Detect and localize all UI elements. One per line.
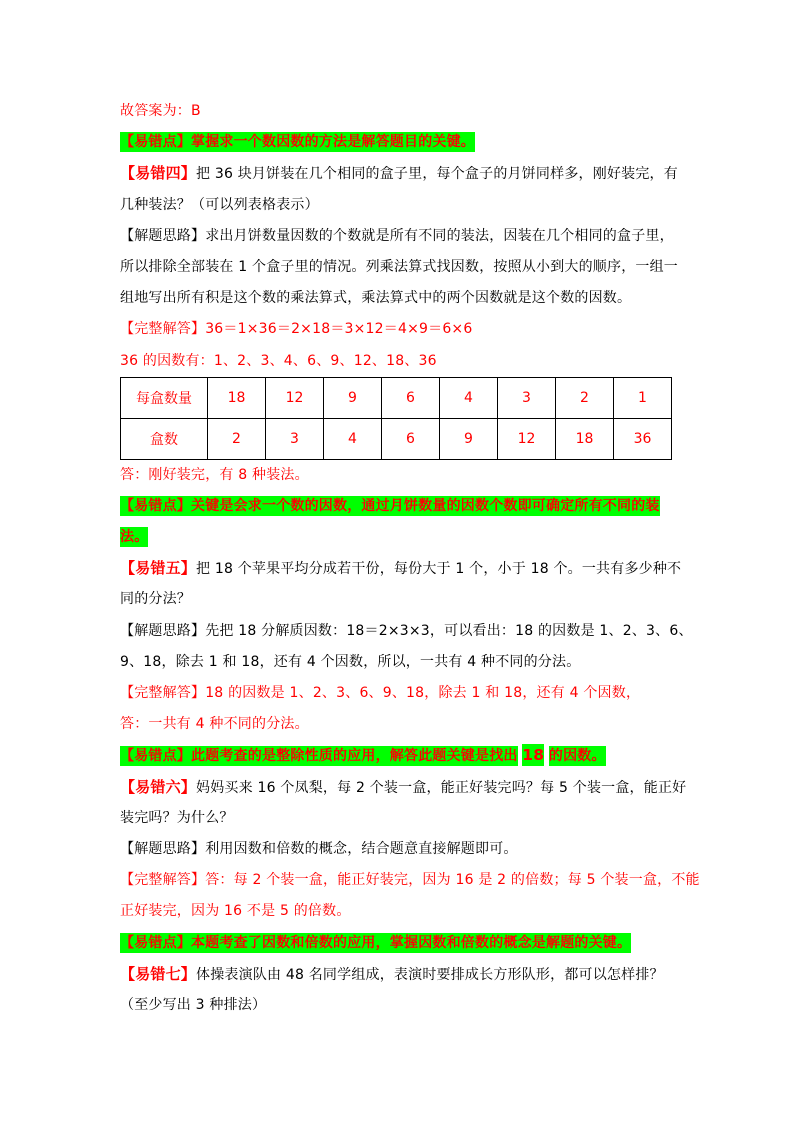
q6-tip-tag: 【易错点】	[120, 934, 191, 951]
q4-tip-text-1: 关键是会求一个数的因数，通过月饼数量的因数个数即可确定所有不同的装	[191, 497, 660, 514]
q4-answer-tag: 【完整解答】	[120, 321, 206, 338]
tip3-tag: 【易错点】	[120, 134, 191, 151]
q4-conclusion: 答：刚好装完，有 8 种装法。	[120, 466, 309, 483]
q5-thinking-tag: 【解题思路】	[120, 622, 206, 639]
table-cell: 12	[498, 418, 556, 459]
q6-tip-line	[120, 928, 680, 959]
q4-tip-tag: 【易错点】	[120, 497, 191, 514]
q5-tip-tag: 【易错点】	[120, 748, 191, 765]
table-cell: 36	[614, 418, 672, 459]
after-table-section	[120, 460, 700, 1021]
q5-answer-text-1: 18 的因数是 1、2、3、6、9、18，除去 1 和 18，还有 4 个因数，	[205, 685, 641, 701]
q4-thinking-text-1: 求出月饼数量因数的个数就是所有不同的装法，因装在几个相同的盒子里，	[205, 227, 674, 244]
q6-thinking-line-1	[120, 834, 680, 865]
document-content	[120, 96, 700, 1021]
q4-question-text-1: 把 36 块月饼装在几个相同的盒子里，每个盒子的月饼同样多，刚好装完，有	[196, 166, 678, 183]
table-row-label: 盒数	[121, 418, 208, 459]
q6-question-text-1: 妈妈买来 16 个凤梨，每 2 个装一盒，能正好装完吗？每 5 个装一盒，能正好	[196, 779, 687, 796]
q6-tip-highlight	[120, 933, 631, 953]
table-cell: 18	[556, 418, 614, 459]
q6-answer-text-1: 答：每 2 个装一盒，能正好装完，因为 16 是 2 的倍数；每 5 个装一盒，不能	[205, 872, 700, 889]
q5-thinking-line-1	[120, 616, 693, 647]
tip3-line	[120, 127, 680, 158]
q6-tip-text: 本题考查了因数和倍数的应用，掌握因数和倍数的概念是解题的关键。	[191, 934, 632, 951]
q4-answer-line-1	[120, 314, 680, 345]
q5-tag: 【易错五】	[120, 559, 197, 578]
q4-tag: 【易错四】	[120, 164, 197, 183]
q5-question-line-2: 同的分法？	[120, 591, 191, 608]
q5-tip-text-b: 的因数。	[548, 748, 606, 765]
q4-answer-text-1: 36＝1×36＝2×18＝3×12＝4×9＝6×6	[205, 321, 473, 338]
q6-answer-line-1	[120, 865, 700, 896]
tip3-text: 掌握求一个数因数的方法是解答题目的关键。	[191, 134, 475, 151]
q6-question-line-2: 装完吗？为什么？	[120, 809, 234, 826]
q5-tip-line	[120, 740, 680, 771]
table-cell: 3	[266, 418, 324, 459]
q6-answer-tag: 【完整解答】	[120, 872, 206, 889]
q5-thinking-line-2: 9、18，除去 1 和 18，还有 4 个因数，所以，一共有 4 种不同的分法。	[120, 653, 581, 670]
q7-question-line-1	[120, 959, 680, 990]
q5-answer-tag: 【完整解答】	[120, 685, 206, 701]
tip3-highlight	[120, 132, 475, 152]
q5-answer-line-1	[120, 678, 680, 709]
table-cell: 18	[208, 377, 266, 418]
q4-question-line-1	[120, 158, 680, 189]
q5-question-line-1	[120, 553, 680, 584]
q5-tip-highlight	[120, 746, 518, 766]
q6-thinking-text-1: 利用因数和倍数的概念，结合题意直接解题即可。	[205, 840, 518, 857]
q6-thinking-tag: 【解题思路】	[120, 840, 206, 857]
q4-thinking-line-1	[120, 221, 680, 252]
q5-tip-number: 18	[522, 746, 545, 765]
table-row	[121, 377, 672, 418]
q7-question-line-2: （至少写出 3 种排法）	[120, 996, 267, 1013]
table-row	[121, 418, 672, 459]
q6-tag: 【易错六】	[120, 777, 197, 796]
table-row-label: 每盒数量	[121, 377, 208, 418]
table-cell: 9	[324, 377, 382, 418]
q7-question-text-1: 体操表演队由 48 名同学组成，表演时要排成长方形队形，都可以怎样排？	[196, 966, 664, 983]
q4-thinking-line-3: 组地写出所有积是这个数的乘法算式，乘法算式中的两个因数就是这个数的因数。	[120, 290, 632, 307]
table-cell: 9	[440, 418, 498, 459]
q4-question-line-2: 几种装法？（可以列表格表示）	[120, 196, 319, 213]
q5-answer-line-2: 答：一共有 4 种不同的分法。	[120, 716, 309, 733]
q5-question-text-1: 把 18 个苹果平均分成若干份，每份大于 1 个，小于 18 个。一共有多少种不	[196, 561, 682, 578]
q4-thinking-tag: 【解题思路】	[120, 227, 206, 244]
q4-tip-line-2	[120, 522, 680, 553]
table-cell: 6	[382, 377, 440, 418]
table-cell: 4	[324, 418, 382, 459]
q5-thinking-text-1: 先把 18 分解质因数：18＝2×3×3，可以看出：18 的因数是 1、2、3、6、	[205, 622, 693, 639]
q4-answer-line-2: 36 的因数有：1、2、3、4、6、9、12、18、36	[120, 352, 437, 369]
table-cell: 4	[440, 377, 498, 418]
table-cell: 2	[208, 418, 266, 459]
q3-answer-line: 故答案为：B	[120, 103, 201, 119]
q4-thinking-line-2: 所以排除全部装在 1 个盒子里的情况。列乘法算式找因数，按照从小到大的顺序，一组一	[120, 258, 679, 275]
q6-answer-line-2: 正好装完，因为 16 不是 5 的倍数。	[120, 903, 351, 920]
q7-tag: 【易错七】	[120, 964, 197, 983]
table-cell: 1	[614, 377, 672, 418]
q4-tip-highlight-1	[120, 496, 660, 516]
table-cell: 3	[498, 377, 556, 418]
table-cell: 6	[382, 418, 440, 459]
table-cell: 2	[556, 377, 614, 418]
q4-tip-line-1	[120, 491, 680, 522]
q4-factor-table	[120, 377, 672, 460]
table-cell: 12	[266, 377, 324, 418]
q5-tip-text-a: 此题考查的是整除性质的应用，解答此题关键是找出	[191, 748, 518, 765]
q4-tip-highlight-2: 法。	[120, 529, 149, 546]
q6-question-line-1	[120, 772, 687, 803]
